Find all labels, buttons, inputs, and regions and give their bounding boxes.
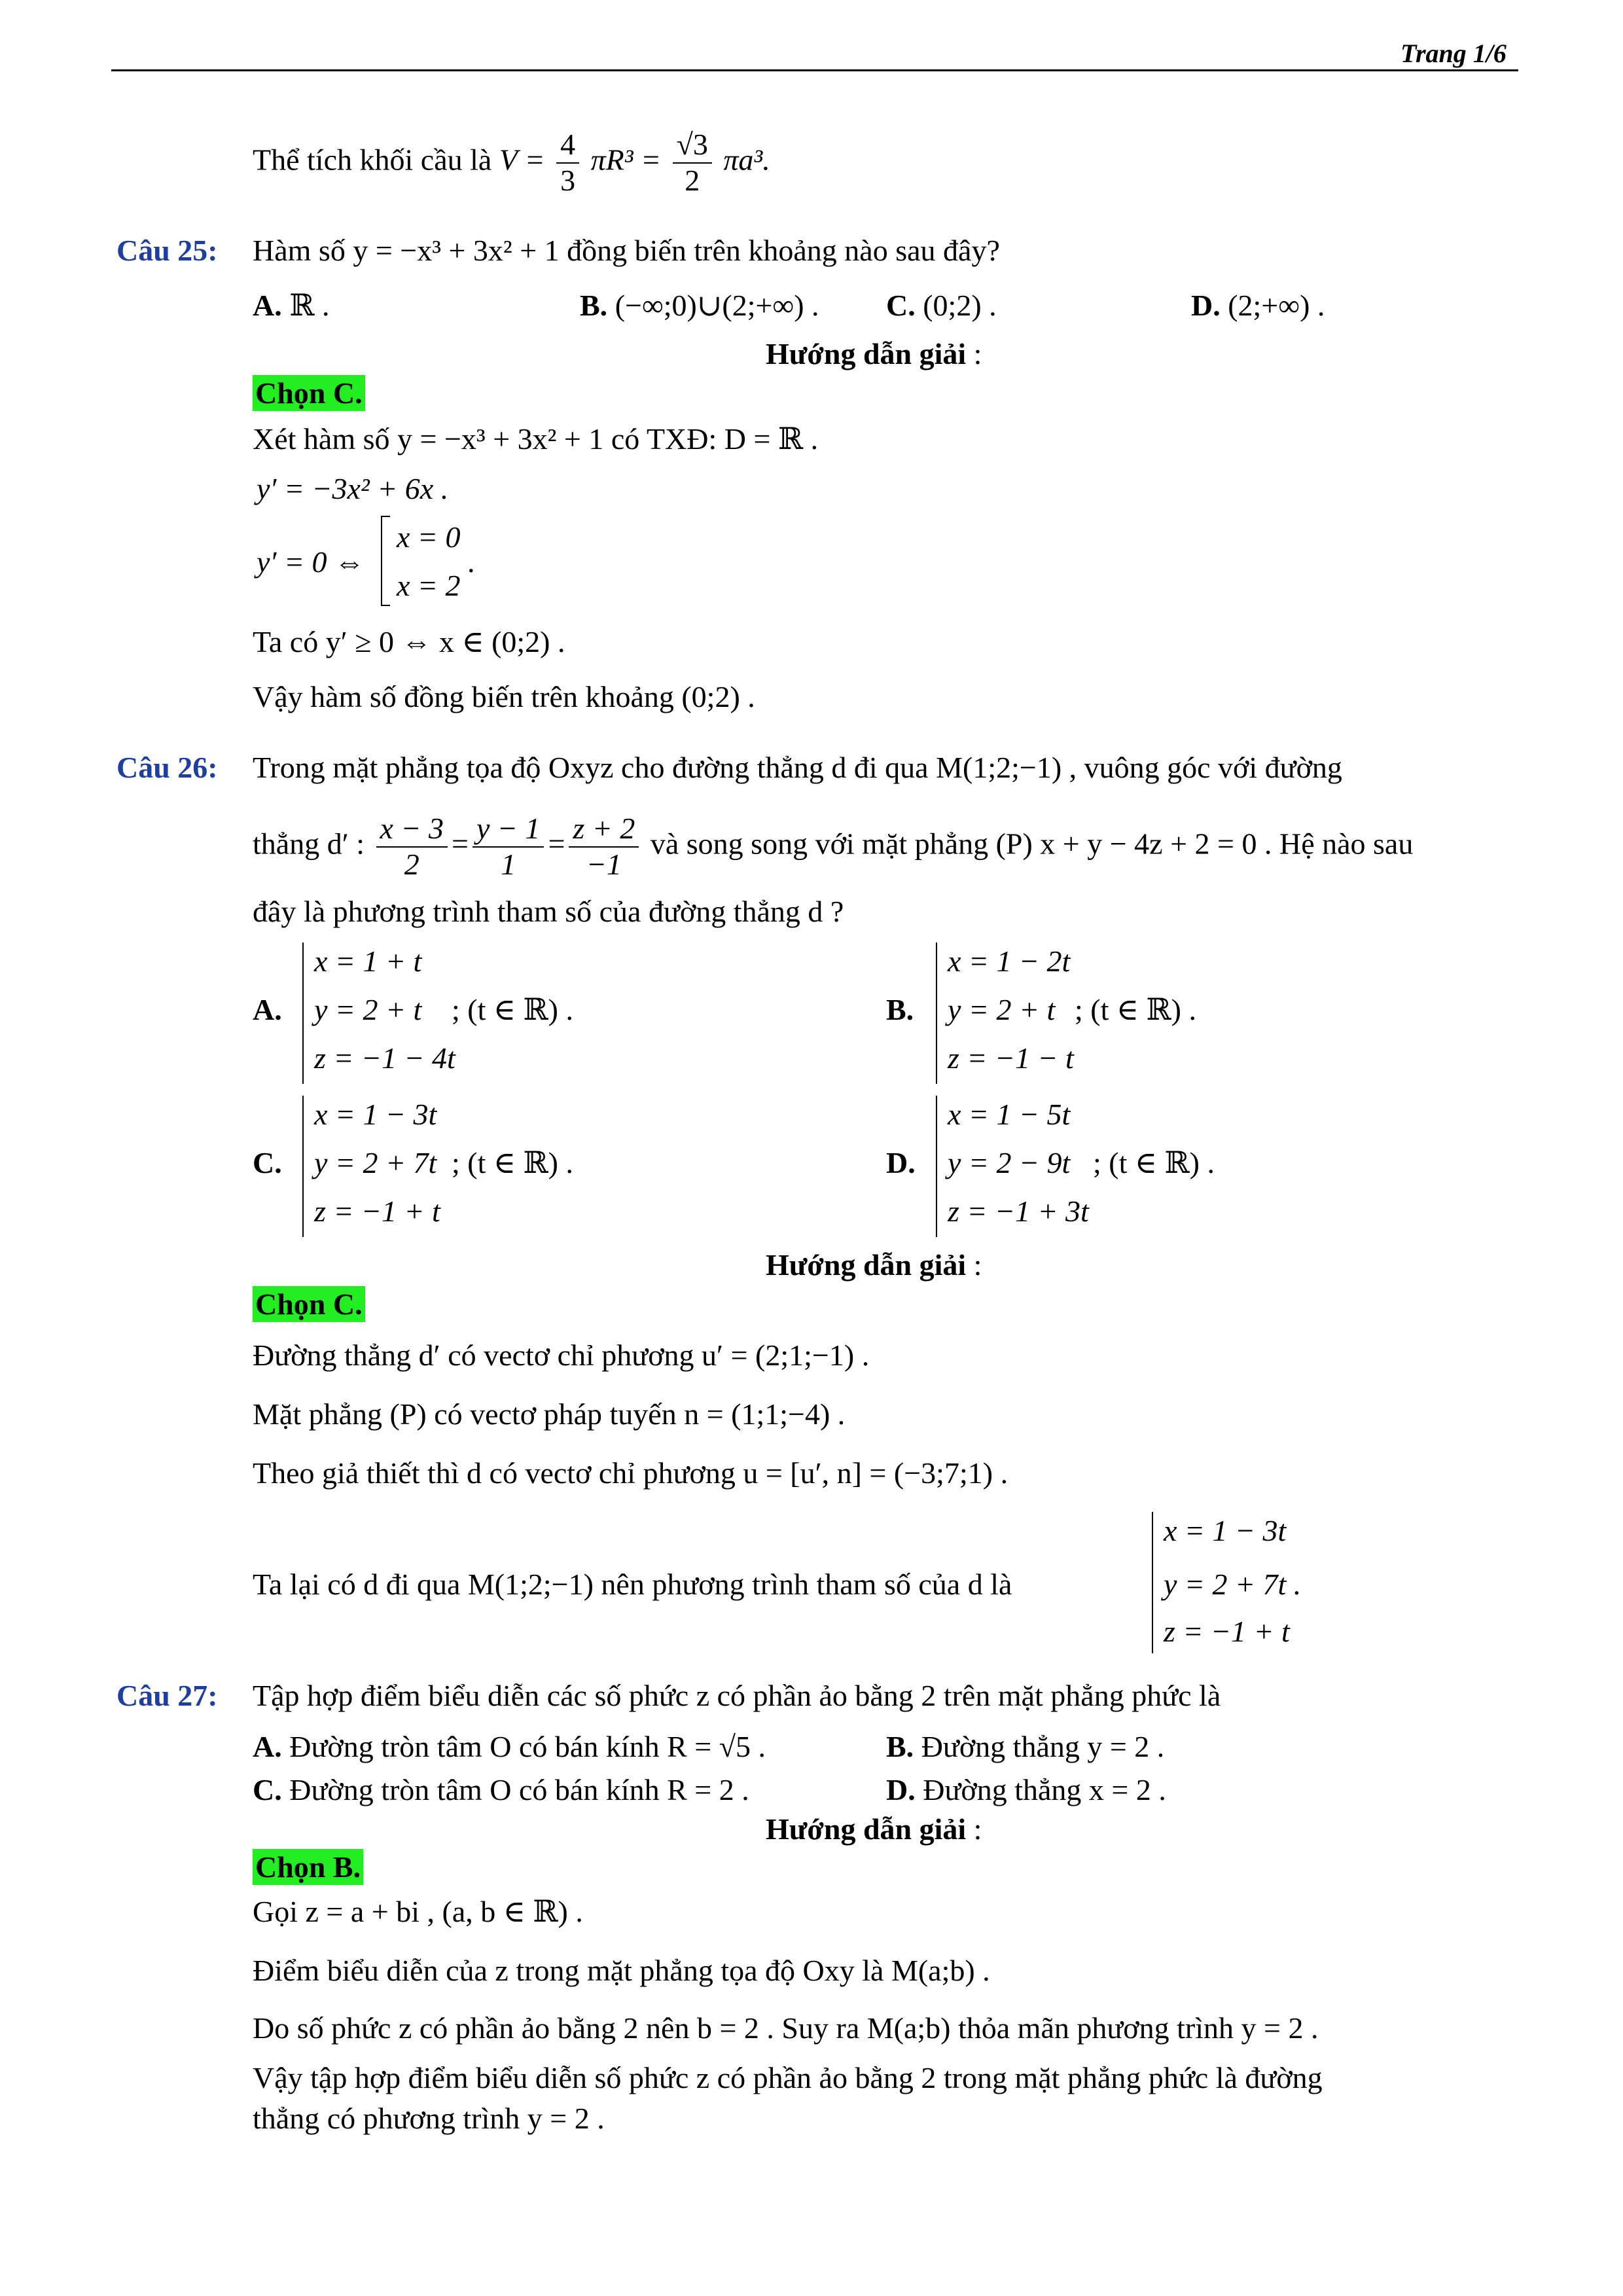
q26-option-d-line-3: z = −1 + 3t: [948, 1194, 1089, 1228]
intro-fraction-1: $\frac{4}{3}$: [556, 128, 579, 198]
q25-sol-3: y′ = 0 ⇔: [257, 545, 365, 579]
q26-final-line-3: z = −1 + t: [1164, 1615, 1290, 1648]
q25-label: Câu 25:: [116, 234, 218, 267]
q27-sol-1: Gọi z = a + bi , (a, b ∈ ℝ) .: [253, 1895, 583, 1928]
q25-option-b: B. (−∞;0)∪(2;+∞) .: [580, 289, 819, 322]
q26-option-a-key: A.: [253, 993, 282, 1026]
q26-option-d-tail: ; (t ∈ ℝ) .: [1093, 1146, 1215, 1179]
q25-root-2: x = 2: [397, 569, 461, 602]
q25-bracket-period: .: [467, 545, 475, 579]
q27-option-a: A. Đường tròn tâm O có bán kính R = √5 .: [253, 1730, 766, 1763]
intro-formula-tail: πa³.: [723, 143, 770, 177]
q25-sol-1: Xét hàm số y = −x³ + 3x² + 1 có TXĐ: D = ℝ .: [253, 422, 819, 456]
q26-final-line-1: x = 1 − 3t: [1164, 1514, 1287, 1547]
q27-sol-3: Do số phức z có phần ảo bằng 2 nên b = 2 . Suy ra M(a;b) thỏa mãn phương trình y = 2 .: [253, 2011, 1319, 2045]
intro-line: [253, 128, 770, 198]
q26-option-c-key: C.: [253, 1146, 282, 1179]
q26-final-line-2: y = 2 + 7t .: [1164, 1568, 1302, 1601]
q26-option-a-line-2: y = 2 + t: [314, 993, 422, 1026]
q25-option-a: A. ℝ .: [253, 289, 330, 322]
intro-formula-mid: πR³ =: [590, 143, 662, 177]
q26-sol-3: Theo giả thiết thì d có vectơ chỉ phương u = [u′, n] = (−3;7;1) .: [253, 1456, 1008, 1490]
q26-stem-1: Trong mặt phẳng tọa độ Oxyz cho đường thẳng d đi qua M(1;2;−1) , vuông góc với đường: [253, 751, 1342, 784]
q25-stem: Hàm số y = −x³ + 3x² + 1 đồng biến trên khoảng nào sau đây?: [253, 234, 1000, 267]
q26-sol-1: Đường thẳng d′ có vectơ chỉ phương u′ = (2;1;−1) .: [253, 1338, 870, 1372]
q26-option-b-line-3: z = −1 − t: [948, 1041, 1074, 1075]
q26-option-c-tail: ; (t ∈ ℝ) .: [452, 1146, 573, 1179]
q25-root-1: x = 0: [397, 520, 461, 554]
q26-option-d-brace: [936, 1096, 937, 1237]
q26-option-b-key: B.: [886, 993, 914, 1026]
q25-guide-heading: Hướng dẫn giải :: [766, 337, 982, 370]
q26-sol-2: Mặt phẳng (P) có vectơ pháp tuyến n = (1;1;−4) .: [253, 1397, 846, 1431]
q26-final-brace: [1152, 1512, 1153, 1653]
q26-option-d-key: D.: [886, 1146, 916, 1179]
header-rule: [111, 69, 1518, 71]
q26-option-a-tail: ; (t ∈ ℝ) .: [452, 993, 573, 1026]
q27-guide-heading: Hướng dẫn giải :: [766, 1812, 982, 1846]
q27-sol-2: Điểm biểu diễn của z trong mặt phẳng tọa độ Oxy là M(a;b) .: [253, 1954, 990, 1987]
q26-option-a-line-3: z = −1 − 4t: [314, 1041, 455, 1075]
q26-option-c-line-2: y = 2 + 7t: [314, 1146, 437, 1179]
q26-label: Câu 26:: [116, 751, 218, 784]
q27-option-c: C. Đường tròn tâm O có bán kính R = 2 .: [253, 1773, 749, 1806]
q27-sol-5: thẳng có phương trình y = 2 .: [253, 2102, 605, 2135]
q25-option-c: C. (0;2) .: [886, 289, 997, 322]
q27-option-d: D. Đường thẳng x = 2 .: [886, 1773, 1166, 1806]
q25-sol-2: y′ = −3x² + 6x .: [257, 472, 449, 505]
q26-option-d-line-1: x = 1 − 5t: [948, 1098, 1071, 1131]
q26-option-b-tail: ; (t ∈ ℝ) .: [1075, 993, 1196, 1026]
q26-option-c-brace: [302, 1096, 304, 1237]
q26-option-a-brace: [302, 942, 304, 1084]
intro-formula-left: V =: [499, 143, 545, 177]
q26-option-c-line-3: z = −1 + t: [314, 1194, 440, 1228]
q26-option-b-line-2: y = 2 + t: [948, 993, 1056, 1026]
page-number: Trang 1/6: [1400, 39, 1507, 68]
q26-guide-heading: Hướng dẫn giải :: [766, 1248, 982, 1282]
intro-prefix: Thể tích khối cầu là: [253, 143, 499, 177]
q26-stem-2: thẳng d′ : $\frac{x - 3}{2}$ = $\frac{y - 1}{1}$ = $\frac{z + 2}{-1}$ và song song với mặt phẳng (P) x + y − 4z + 2 = 0 . Hệ nào sau: [253, 812, 1414, 881]
q27-stem: Tập hợp điểm biểu diễn các số phức z có phần ảo bằng 2 trên mặt phẳng phức là: [253, 1679, 1221, 1712]
q26-option-d-line-2: y = 2 − 9t: [948, 1146, 1071, 1179]
q26-option-a-line-1: x = 1 + t: [314, 944, 422, 978]
q26-option-b-brace: [936, 942, 937, 1084]
q26-option-b-line-1: x = 1 − 2t: [948, 944, 1071, 978]
q26-option-c-line-1: x = 1 − 3t: [314, 1098, 437, 1131]
q25-option-d: D. (2;+∞) .: [1191, 289, 1325, 322]
q26-choice: Chọn C.: [253, 1289, 365, 1319]
q26-stem-3: đây là phương trình tham số của đường thẳng d ?: [253, 895, 844, 928]
q25-sol-4: Ta có y′ ≥ 0 ⇔ x ∈ (0;2) .: [253, 625, 565, 658]
q26-sol-4: Ta lại có d đi qua M(1;2;−1) nên phương trình tham số của d là: [253, 1568, 1012, 1601]
q27-option-b: B. Đường thẳng y = 2 .: [886, 1730, 1165, 1763]
q27-label: Câu 27:: [116, 1679, 218, 1712]
intro-fraction-2: $\frac{√3}{2}$: [673, 128, 712, 198]
q25-sol-5: Vậy hàm số đồng biến trên khoảng (0;2) .: [253, 680, 755, 713]
q25-bracket: [381, 516, 390, 606]
q25-choice: Chọn C.: [253, 378, 365, 408]
q27-sol-4: Vậy tập hợp điểm biểu diễn số phức z có phần ảo bằng 2 trong mặt phẳng phức là đường: [253, 2061, 1323, 2094]
q27-choice: Chọn B.: [253, 1852, 363, 1882]
